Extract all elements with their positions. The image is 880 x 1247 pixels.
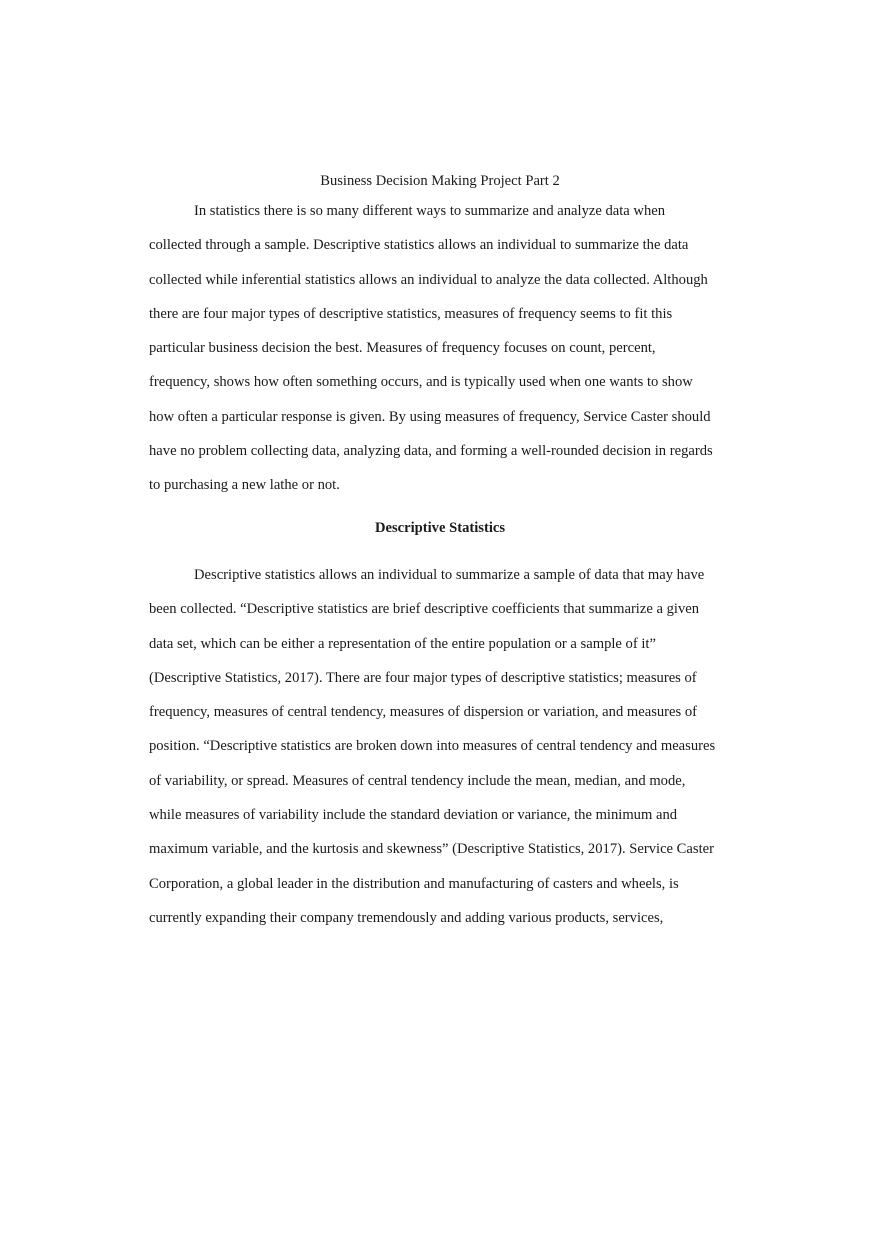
text-line: have no problem collecting data, analyzing data, and forming a well-rounded decision in regards <box>149 443 713 460</box>
text-line: position. “Descriptive statistics are broken down into measures of central tendency and measures <box>149 738 716 755</box>
paragraph-descriptive-statistics <box>149 565 749 942</box>
text-line: In statistics there is so many different ways to summarize and analyze data when <box>194 203 666 219</box>
text-line: Corporation, a global leader in the distribution and manufacturing of casters and wheels, is <box>149 875 679 892</box>
text-line: frequency, measures of central tendency, measures of dispersion or variation, and measures of <box>149 704 697 721</box>
text-line: to purchasing a new lathe or not. <box>149 477 340 494</box>
text-line: collected while inferential statistics allows an individual to analyze the data collected. Although <box>149 271 708 288</box>
text-line: Descriptive statistics allows an individual to summarize a sample of data that may have <box>194 567 705 583</box>
text-line: data set, which can be either a representation of the entire population or a sample of it” <box>149 635 656 652</box>
text-line: there are four major types of descriptive statistics, measures of frequency seems to fit this <box>149 305 673 322</box>
text-line: how often a particular response is given. By using measures of frequency, Service Caster should <box>149 408 711 425</box>
text-line: particular business decision the best. Measures of frequency focuses on count, percent, <box>149 340 656 357</box>
paragraph-intro <box>149 201 749 510</box>
document-title: Business Decision Making Project Part 2 <box>320 173 560 189</box>
text-line: currently expanding their company tremendously and adding various products, services, <box>149 909 664 926</box>
section-heading: Descriptive Statistics <box>374 520 506 536</box>
text-line: while measures of variability include the standard deviation or variance, the minimum and <box>149 807 678 824</box>
text-line: of variability, or spread. Measures of central tendency include the mean, median, and mode, <box>149 772 686 789</box>
text-line: collected through a sample. Descriptive statistics allows an individual to summarize the data <box>149 237 689 254</box>
text-line: frequency, shows how often something occurs, and is typically used when one wants to show <box>149 374 693 391</box>
text-line: (Descriptive Statistics, 2017). There are four major types of descriptive statistics; measures of <box>149 669 697 686</box>
text-line: been collected. “Descriptive statistics are brief descriptive coefficients that summarize a given <box>149 601 700 618</box>
text-line: maximum variable, and the kurtosis and skewness” (Descriptive Statistics, 2017). Service Caster <box>149 841 714 858</box>
